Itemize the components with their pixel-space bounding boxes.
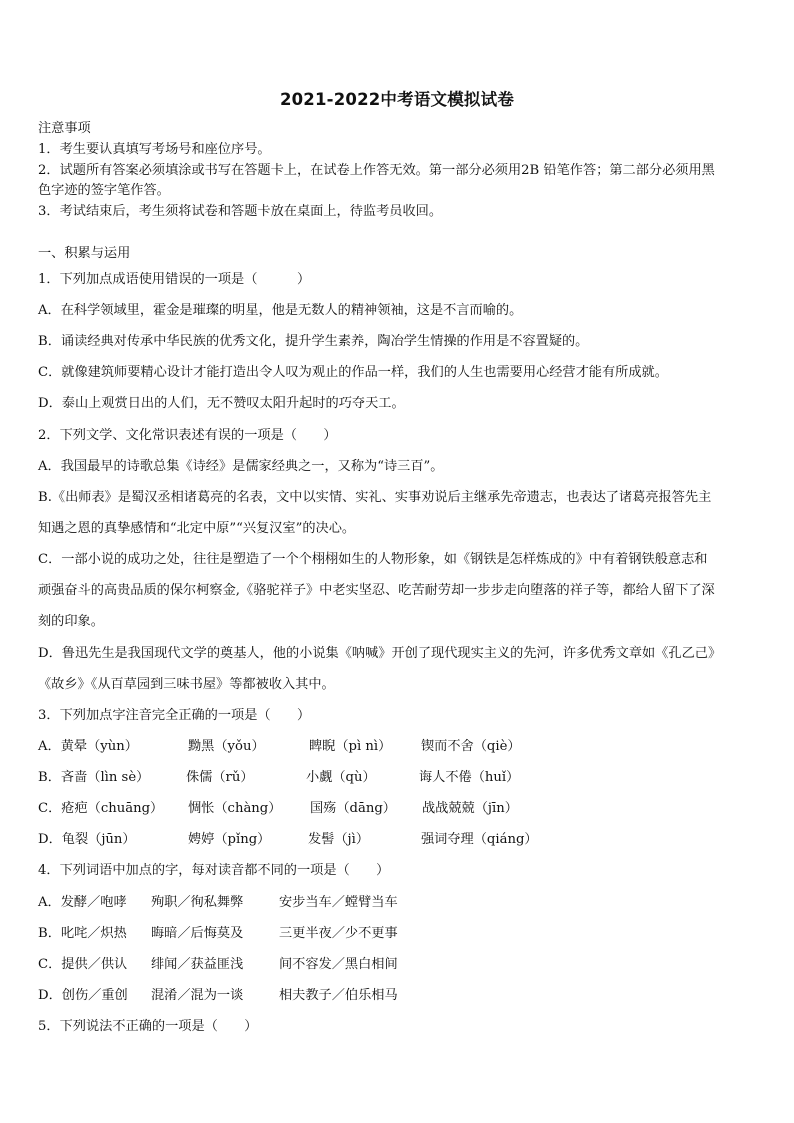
option-cell: 黝黑（yǒu）: [188, 739, 265, 754]
option-b: B．诵读经典对传承中华民族的优秀文化，提升学生素养，陶冶学生情操的作用是不容置疑的。: [38, 334, 589, 349]
option-cell: 睥睨（pì nì）: [309, 739, 392, 754]
option-line: 刻的印象。: [38, 614, 104, 629]
option-cell: 娉婷（pǐng）: [188, 832, 271, 847]
option-cell: 锲而不舍（qiè）: [421, 739, 521, 754]
option-cell: 惆怅（chàng）: [188, 801, 282, 816]
option-line: 《故乡》《从百草园到三味书屋》等都被收入其中。: [38, 677, 335, 692]
option-cell: 相夫教子／伯乐相马: [279, 988, 398, 1003]
question-stem: 4．下列词语中加点的字，每对读音都不同的一项是（ ）: [38, 863, 390, 878]
option-cell: A．黄晕（yùn）: [38, 739, 138, 754]
option-cell: B．叱咤／炽热: [38, 926, 127, 941]
question-stem: 5．下列说法不正确的一项是（ ）: [38, 1019, 258, 1034]
option-a: A．在科学领域里，霍金是璀璨的明星，他是无数人的精神领袖，这是不言而喻的。: [38, 303, 523, 318]
notice-line: 色字迹的签字笔作答。: [38, 183, 170, 198]
option-d: D．泰山上观赏日出的人们，无不赞叹太阳升起时的巧夺天工。: [38, 396, 405, 411]
notice-line: 2．试题所有答案必须填涂或书写在答题卡上，在试卷上作答无效。第一部分必须用2B 铅笔作答；第二部分必须用黑: [38, 163, 715, 178]
option-cell: 战战兢兢（jīn）: [422, 801, 518, 816]
option-cell: 侏儒（rǔ）: [186, 770, 254, 785]
notice-line: 3．考试结束后，考生须将试卷和答题卡放在桌面上，待监考员收回。: [38, 204, 443, 219]
notice-heading: 注意事项: [38, 121, 91, 136]
option-cell: B．吝啬（lìn sè）: [38, 770, 150, 785]
option-cell: 三更半夜／少不更事: [279, 926, 398, 941]
option-cell: 诲人不倦（huǐ）: [419, 770, 520, 785]
option-cell: 发髻（jì）: [308, 832, 370, 847]
option-cell: C．疮疤（chuāng）: [38, 801, 164, 816]
question-stem: 1．下列加点成语使用错误的一项是（ ）: [38, 272, 311, 287]
option-cell: D．龟裂（jūn）: [38, 832, 136, 847]
option-cell: 安步当车／螳臂当车: [279, 895, 398, 910]
option-line: B.《出师表》是蜀汉丞相诸葛亮的名表，文中以实情、实礼、实事劝说后主继承先帝遗志，也表达了诸葛亮报答先主: [38, 490, 712, 505]
option-line: C．一部小说的成功之处，往往是塑造了一个个栩栩如生的人物形象，如《钢铁是怎样炼成的》中有着钢铁般意志和: [38, 552, 708, 567]
option-cell: A．发酵／咆哮: [38, 895, 127, 910]
option-cell: 殉职／徇私舞弊: [151, 895, 244, 910]
option-cell: 间不容发／黑白相间: [279, 957, 398, 972]
section-heading: 一、积累与运用: [38, 246, 131, 261]
option-c: C．就像建筑师要精心设计才能打造出令人叹为观止的作品一样，我们的人生也需要用心经营才能有所成就。: [38, 365, 668, 380]
option-line: D．鲁迅先生是我国现代文学的奠基人，他的小说集《呐喊》开创了现代现实主义的先河，许多优秀文章如《孔乙己》: [38, 646, 722, 661]
option-cell: 绯闻／获益匪浅: [151, 957, 244, 972]
exam-title: 2021-2022中考语文模拟试卷: [279, 90, 515, 109]
option-cell: D．创伤／重创: [38, 988, 128, 1003]
option-cell: 国殇（dāng）: [310, 801, 396, 816]
option-cell: 晦暗／后悔莫及: [151, 926, 244, 941]
option-cell: 强词夺理（qiáng）: [421, 832, 538, 847]
option-line: A．我国最早的诗歌总集《诗经》是儒家经典之一，又称为“诗三百”。: [38, 459, 444, 474]
option-cell: 混淆／混为一谈: [151, 988, 244, 1003]
option-cell: 小觑（qù）: [306, 770, 376, 785]
question-stem: 3．下列加点字注音完全正确的一项是（ ）: [38, 708, 311, 723]
option-line: 顽强奋斗的高贵品质的保尔柯察金,《骆驼祥子》中老实坚忍、吃苦耐劳却一步步走向堕落的祥子等，都给人留下了深: [38, 583, 715, 598]
notice-line: 1．考生要认真填写考场号和座位序号。: [38, 142, 271, 157]
question-stem: 2．下列文学、文化常识表述有误的一项是（ ）: [38, 428, 337, 443]
option-cell: C．提供／供认: [38, 957, 128, 972]
option-line: 知遇之恩的真挚感情和“北定中原”“兴复汉室”的决心。: [38, 521, 356, 536]
